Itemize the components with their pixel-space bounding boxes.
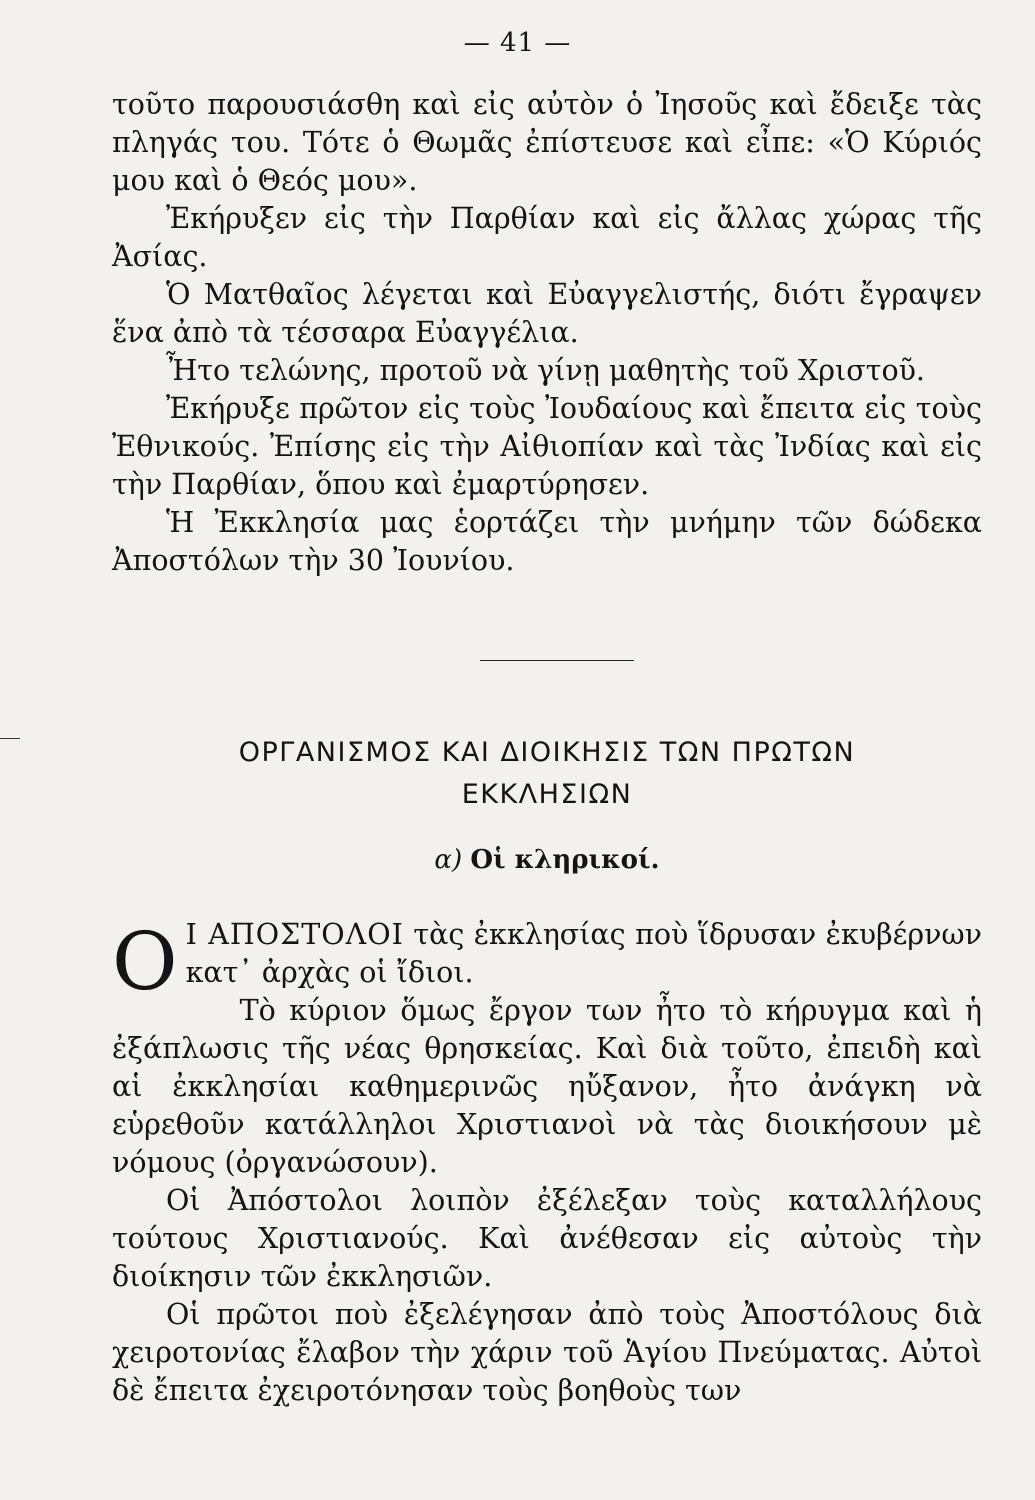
- paragraph: Ἐκήρυξεν εἰς τὴν Παρθίαν καὶ εἰς ἄλλας χώρας τῆς Ἀσίας.: [112, 202, 982, 273]
- subheading-marker: α): [434, 845, 463, 875]
- paragraph: Ἐκήρυξε πρῶτον εἰς τοὺς Ἰουδαίους καὶ ἔπειτα εἰς τοὺς Ἐθνικούς. Ἐπίσης εἰς τὴν Αἰθιοπίαν καὶ τὰς Ἰνδίας καὶ εἰς τὴν Παρθίαν, ὅπου καὶ ἐμαρτύρησεν.: [112, 392, 982, 501]
- subheading: [112, 842, 982, 878]
- paragraph: Ὁ Ματθαῖος λέγεται καὶ Εὐαγγελιστής, διότι ἔγραψεν ἕνα ἀπὸ τὰ τέσσαρα Εὐαγγέλια.: [112, 278, 982, 349]
- section-divider: [480, 660, 634, 661]
- paragraph: Οἱ Ἀπόστολοι λοιπὸν ἐξέλεξαν τοὺς καταλλήλους τούτους Χριστιανούς. Καὶ ἀνέθεσαν εἰς αὐτοὺς τὴν διοίκησιν τῶν ἐκκλησιῶν.: [112, 1184, 982, 1293]
- top-text-block: [112, 86, 982, 580]
- margin-mark: [0, 738, 20, 739]
- bottom-text-block: [112, 916, 982, 1410]
- paragraph: Ἦτο τελώνης, προτοῦ νὰ γίνῃ μαθητὴς τοῦ Χριστοῦ.: [166, 354, 925, 387]
- section-title-line: ΕΚΚΛΗΣΙΩΝ: [461, 779, 633, 810]
- subheading-label: Οἱ κληρικοί.: [470, 845, 660, 875]
- page-number: — 41 —: [463, 28, 572, 58]
- lead-caps: Ι ΑΠΟΣΤΟΛΟΙ: [185, 918, 404, 951]
- opening-paragraph: [112, 915, 982, 1008]
- drop-cap: Ο: [112, 915, 178, 1008]
- paragraph: Οἱ πρῶτοι ποὺ ἐξελέγησαν ἀπὸ τοὺς Ἀποστόλους διὰ χειροτονίας ἔλαβον τὴν χάριν τοῦ Ἁγίου Πνεύματας. Αὐτοὶ δὲ ἔπειτα ἐχειροτόνησαν τοὺς βοηθοὺς των: [112, 1298, 982, 1407]
- paragraph: Τὸ κύριον ὅμως ἔργον των ἦτο τὸ κήρυγμα καὶ ἡ ἐξάπλωσις τῆς νέας θρησκείας. Καὶ διὰ τοῦτο, ἐπειδὴ καὶ αἱ ἐκκλησίαι καθημερινῶς ηὔξανον, ἦτο ἀνάγκη νὰ εὑρεθοῦν κατάλληλοι Χριστιανοὶ νὰ τὰς διοικήσουν μὲ νόμους (ὀργανώσουν).: [112, 994, 982, 1179]
- lead-rest: τὰς ἐκκλησίας ποὺ ἵδρυσαν ἐκυβέρνων κατ᾿ ἀρχὰς οἱ ἴδιοι.: [185, 918, 982, 989]
- section-title: [112, 732, 982, 816]
- paragraph: τοῦτο παρουσιάσθη καὶ εἰς αὐτὸν ὁ Ἰησοῦς καὶ ἔδειξε τὰς πληγάς του. Τότε ὁ Θωμᾶς ἐπίστευσε καὶ εἶπε: «Ὁ Κύριός μου καὶ ὁ Θεός μου».: [112, 88, 982, 197]
- section-title-line: ΟΡΓΑΝΙΣΜΟΣ ΚΑΙ ΔΙΟΙΚΗΣΙΣ ΤΩΝ ΠΡΩΤΩΝ: [238, 737, 856, 768]
- paragraph: Ἡ Ἐκκλησία μας ἑορτάζει τὴν μνήμην τῶν δώδεκα Ἀποστόλων τὴν 30 Ἰουνίου.: [112, 506, 982, 577]
